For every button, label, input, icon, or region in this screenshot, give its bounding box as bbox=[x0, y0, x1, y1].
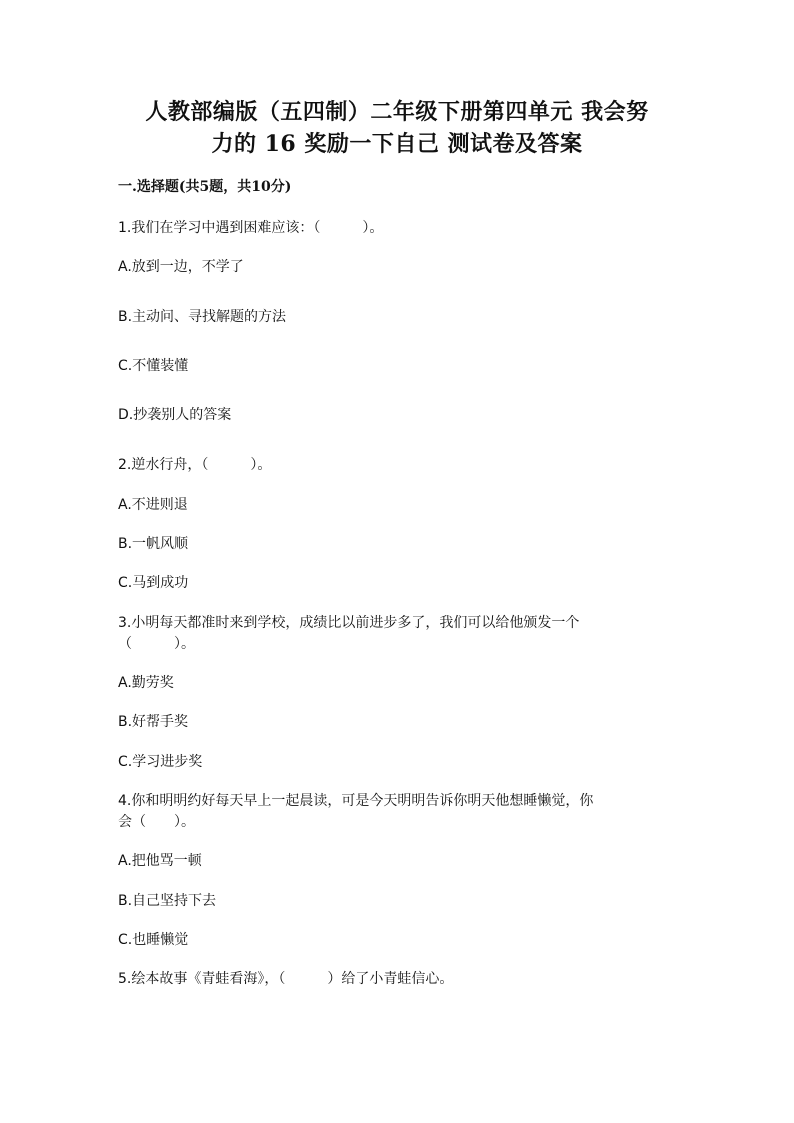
question-2-stem: 2.逆水行舟，（ ）。 bbox=[118, 457, 272, 473]
question-2-option-c: C.马到成功 bbox=[118, 575, 189, 591]
question-1-option-a: A.放到一边，不学了 bbox=[118, 259, 244, 275]
question-1-option-d: D.抄袭别人的答案 bbox=[118, 407, 232, 423]
question-2-option-a: A.不进则退 bbox=[118, 497, 188, 513]
question-4-stem-line-1: 4.你和明明约好每天早上一起晨读，可是今天明明告诉你明天他想睡懒觉，你 bbox=[118, 793, 594, 809]
question-3-stem-line-2: （ ）。 bbox=[118, 636, 195, 652]
question-4-option-a: A.把他骂一顿 bbox=[118, 853, 202, 869]
question-3-option-b: B.好帮手奖 bbox=[118, 714, 189, 730]
question-1-stem: 1.我们在学习中遇到困难应该：（ ）。 bbox=[118, 220, 384, 236]
section-heading: 一.选择题(共5题，共10分) bbox=[118, 179, 292, 195]
question-4-option-c: C.也睡懒觉 bbox=[118, 932, 189, 948]
question-3-stem-line-1: 3.小明每天都准时来到学校，成绩比以前进步多了，我们可以给他颁发一个 bbox=[118, 615, 580, 631]
question-4-option-b: B.自己坚持下去 bbox=[118, 893, 217, 909]
question-3-option-a: A.勤劳奖 bbox=[118, 675, 174, 691]
question-4-stem-line-2: 会（ ）。 bbox=[118, 814, 195, 830]
page-title-line-2: 力的 16 奖励一下自己 测试卷及答案 bbox=[211, 131, 583, 157]
question-5-stem: 5.绘本故事《青蛙看海》，（ ）给了小青蛙信心。 bbox=[118, 971, 454, 987]
question-1-option-b: B.主动问、寻找解题的方法 bbox=[118, 309, 287, 325]
question-1-option-c: C.不懂装懂 bbox=[118, 358, 189, 374]
question-3-option-c: C.学习进步奖 bbox=[118, 754, 203, 770]
question-2-option-b: B.一帆风顺 bbox=[118, 536, 189, 552]
page-title-line-1: 人教部编版（五四制）二年级下册第四单元 我会努 bbox=[145, 99, 649, 125]
